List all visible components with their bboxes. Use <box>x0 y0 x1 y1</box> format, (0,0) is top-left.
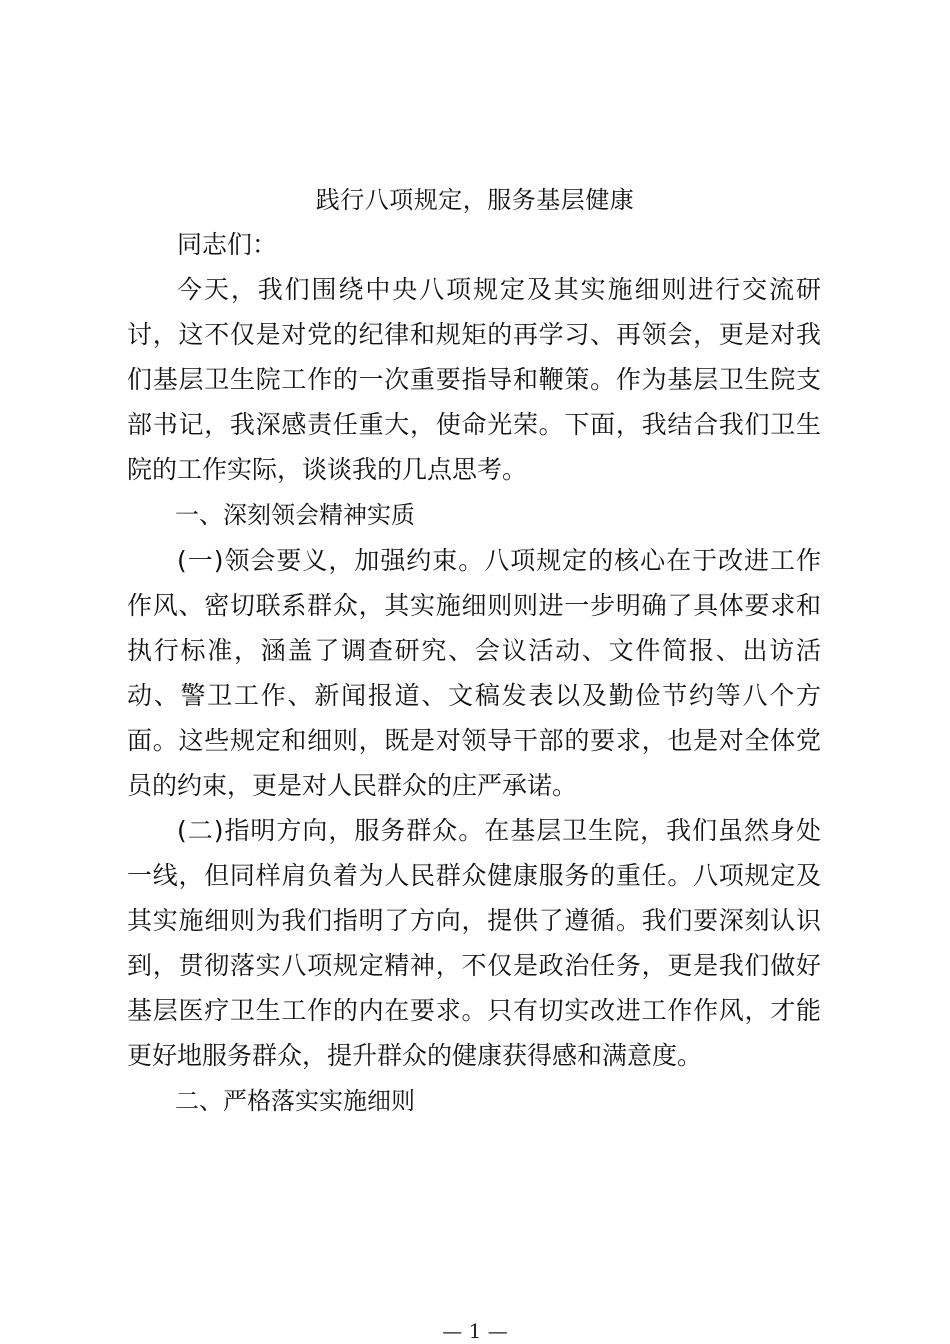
salutation: 同志们： <box>177 230 278 259</box>
document-body <box>127 222 821 1124</box>
section-heading-1: 一、深刻领会精神实质 <box>175 501 415 529</box>
page-number: — 1 — <box>442 1319 508 1343</box>
paragraph-intro: 今天，我们围绕中央八项规定及其实施细则进行交流研讨，这不仅是对党的纪律和规矩的再学习、再领会，更是对我们基层卫生院工作的一次重要指导和鞭策。作为基层卫生院支部书记，我深感责任重大，使命光荣。下面，我结合我们卫生院的工作实际，谈谈我的几点思考。 <box>127 275 821 484</box>
paragraph-subsection-2: (二)指明方向，服务群众。在基层卫生院，我们虽然身处一线，但同样肩负着为人民群众健康服务的重任。八项规定及其实施细则为我们指明了方向，提供了遵循。我们要深刻认识到，贯彻落实八项规定精神，不仅是政治任务，更是我们做好基层医疗卫生工作的内在要求。只有切实改进工作作风，才能更好地服务群众，提升群众的健康获得感和满意度。 <box>127 816 821 1070</box>
paragraph-subsection-1: (一)领会要义，加强约束。八项规定的核心在于改进工作作风、密切联系群众，其实施细则则进一步明确了具体要求和执行标准，涵盖了调查研究、会议活动、文件简报、出访活动、警卫工作、新闻报道、文稿发表以及勤俭节约等八个方面。这些规定和细则，既是对领导干部的要求，也是对全体党员的约束，更是对人民群众的庄严承诺。 <box>127 546 821 800</box>
section-heading-2: 二、严格落实实施细则 <box>175 1087 415 1115</box>
document-title: 践行八项规定，服务基层健康 <box>315 186 635 214</box>
